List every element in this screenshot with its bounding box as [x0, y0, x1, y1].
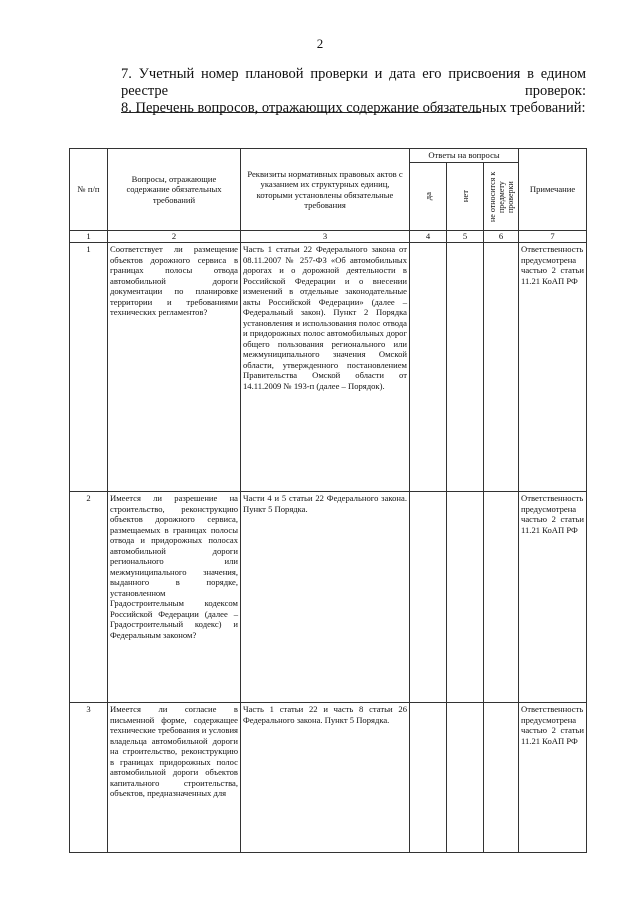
answer-no-cell[interactable]	[447, 243, 484, 492]
answer-not-applicable-cell[interactable]	[484, 703, 519, 853]
table-row	[70, 703, 587, 853]
header-note: Примечание	[519, 149, 587, 231]
answer-no-cell[interactable]	[447, 703, 484, 853]
column-numbers-row	[70, 231, 587, 243]
header-num: № п/п	[70, 149, 108, 231]
column-number: 2	[108, 231, 241, 243]
column-number: 1	[70, 231, 108, 243]
row-question: Имеется ли разрешение на строительство, реконструкцию объектов дорожного сервиса, размещаемых в границах полосы отвода и придорожных полосах автомобильной дороги регионального или межмуниципального значения, выданного в порядке, установленном Градостроительным кодексом Российской Федерации (далее – Градостроительный кодекс) и Федеральным законом?	[108, 492, 241, 703]
row-requisites: Часть 1 статьи 22 Федерального закона от 08.11.2007 № 257-ФЗ «Об автомобильных дорогах и о дорожной деятельности в Российской Федерации и о внесении изменений в отдельные законодательные акты Российской Федерации» (далее – Федеральный закон). Пункт 2 Порядка установления и использования полос отвода и придорожных полос автомобильных дорог общего пользования регионального или межмуниципального значения Омской области, утвержденного постановлением Правительства Омской области от 14.11.2009 № 193-п (далее – Порядок).	[241, 243, 410, 492]
answer-not-applicable-cell[interactable]	[484, 243, 519, 492]
column-number: 6	[484, 231, 519, 243]
header-not-applicable: не относится к предмету проверки	[484, 163, 519, 231]
row-note: Ответственность предусмотрена частью 2 статьи 11.21 КоАП РФ	[519, 492, 587, 703]
item-7-text: 7. Учетный номер плановой проверки и дата его присвоения в едином реестре проверок:	[121, 66, 586, 99]
item-8-paragraph	[83, 100, 586, 117]
table-row	[70, 492, 587, 703]
column-number: 3	[241, 231, 410, 243]
page-number: 2	[316, 36, 324, 51]
row-number: 1	[70, 243, 108, 492]
checklist-table	[69, 148, 587, 853]
header-answers: Ответы на вопросы	[410, 149, 519, 163]
header-requisites: Реквизиты нормативных правовых актов с указанием их структурных единиц, которыми установлены обязательные требования	[241, 149, 410, 231]
answer-yes-cell[interactable]	[410, 492, 447, 703]
table-row	[70, 243, 587, 492]
answer-yes-cell[interactable]	[410, 243, 447, 492]
header-yes: да	[410, 163, 447, 231]
header-questions: Вопросы, отражающие содержание обязательных требований	[108, 149, 241, 231]
item-8-text: 8. Перечень вопросов, отражающих содержание обязательных требований:	[121, 100, 586, 116]
row-question: Соответствует ли размещение объектов дорожного сервиса в границах полосы отвода автомобильной дороги документации по планировке территории и требованиями технических регламентов?	[108, 243, 241, 492]
answer-not-applicable-cell[interactable]	[484, 492, 519, 703]
row-requisites: Части 4 и 5 статьи 22 Федерального закона. Пункт 5 Порядка.	[241, 492, 410, 703]
row-requisites: Часть 1 статьи 22 и часть 8 статьи 26 Федерального закона. Пункт 5 Порядка.	[241, 703, 410, 853]
column-number: 7	[519, 231, 587, 243]
row-number: 3	[70, 703, 108, 853]
header-no: нет	[447, 163, 484, 231]
answer-no-cell[interactable]	[447, 492, 484, 703]
row-note: Ответственность предусмотрена частью 2 статьи 11.21 КоАП РФ	[519, 243, 587, 492]
row-note: Ответственность предусмотрена частью 2 статьи 11.21 КоАП РФ	[519, 703, 587, 853]
column-number: 4	[410, 231, 447, 243]
row-number: 2	[70, 492, 108, 703]
row-question: Имеется ли согласие в письменной форме, содержащее технические требования и условия владельца автомобильной дороги на строительство, реконструкцию в границах придорожных полос автомобильной дороги объектов капитального строительства, объектов, предназначенных для	[108, 703, 241, 853]
column-number: 5	[447, 231, 484, 243]
answer-yes-cell[interactable]	[410, 703, 447, 853]
